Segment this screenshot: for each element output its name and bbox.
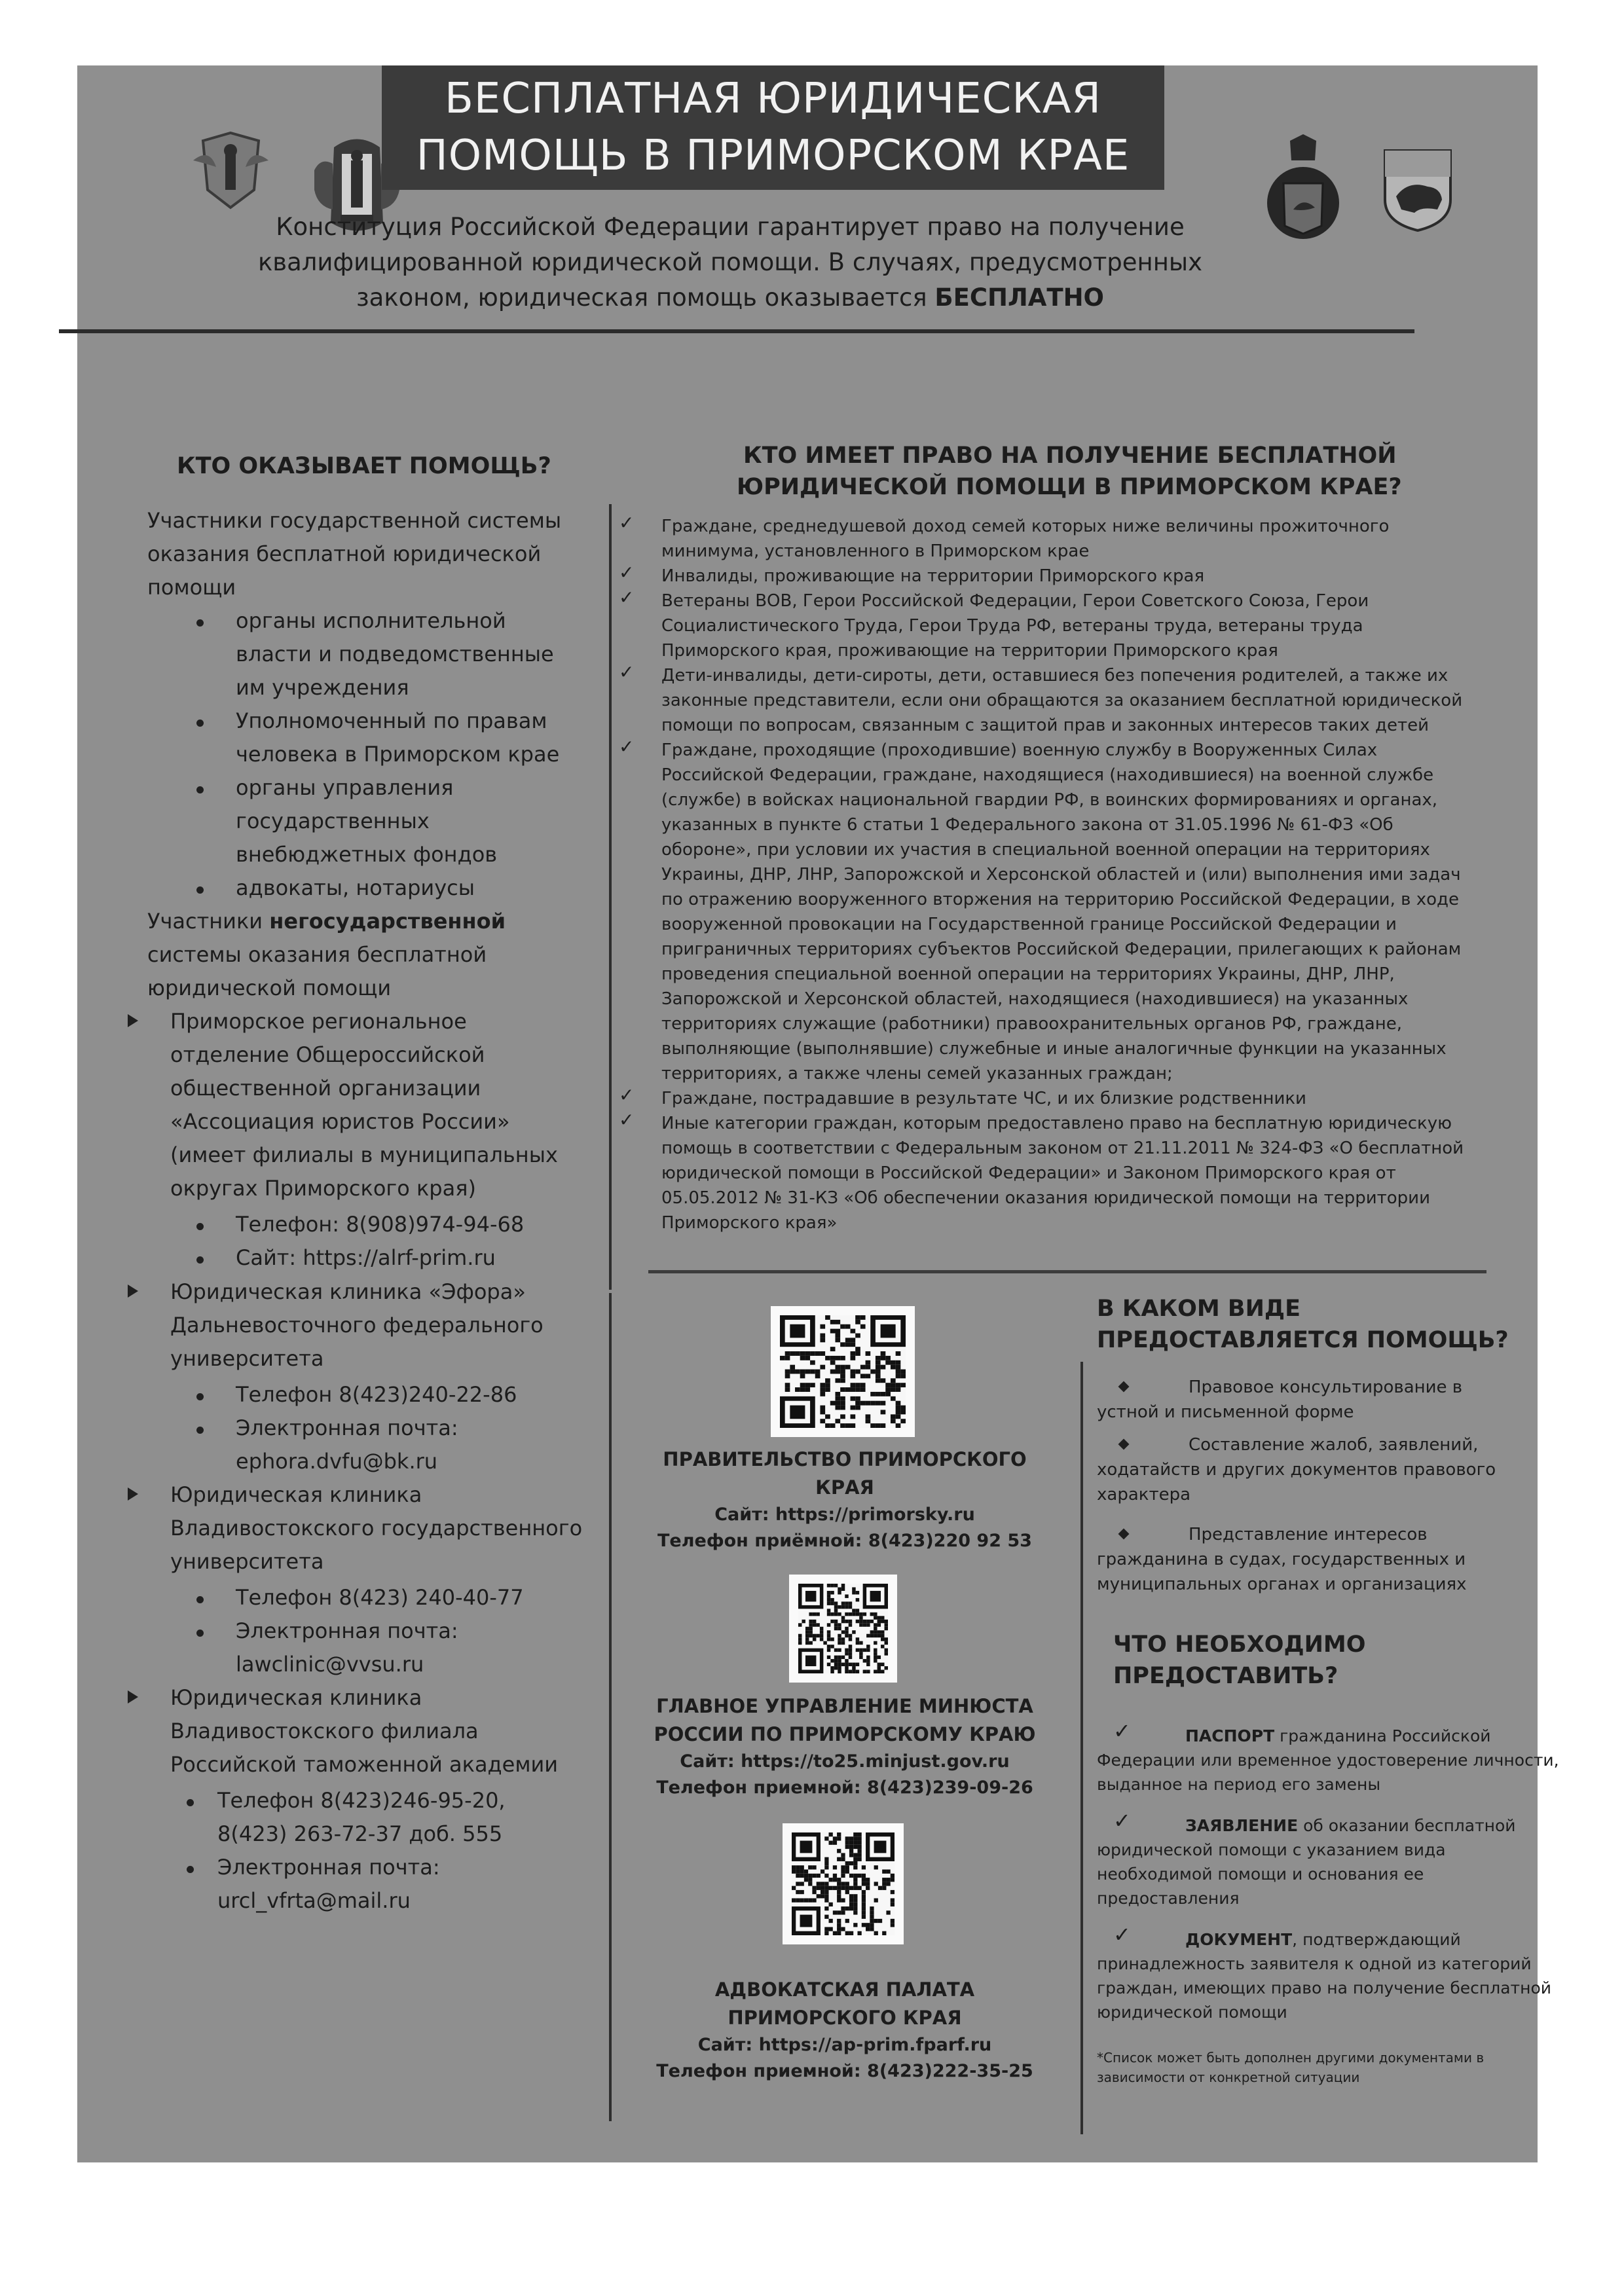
state-item-1-line-1: органы исполнительной	[236, 608, 506, 633]
eligibility-item-line: проведения специальной военной операции на территориях Украины, ДНР, ЛНР,	[661, 964, 1395, 984]
page-title-line-2: ПОМОЩЬ В ПРИМОРСКОМ КРАЕ	[416, 132, 1130, 180]
eligibility-item-line: Дети-инвалиды, дети-сироты, дети, оставшиеся без попечения родителей, а также их	[661, 666, 1449, 685]
help-forms-heading-line-1: В КАКОМ ВИДЕ	[1097, 1296, 1301, 1322]
state-item-3-line-1: органы управления	[236, 775, 454, 800]
doc-1-line-3: выданное на период его замены	[1097, 1775, 1381, 1794]
qr-2-site: Сайт: https://to25.minjust.gov.ru	[680, 1751, 1010, 1772]
org-4-phone-line-2: 8(423) 263-72-37 доб. 555	[217, 1821, 503, 1846]
qr-2-title-line-2: РОССИИ ПО ПРИМОРСКОМУ КРАЮ	[654, 1723, 1036, 1745]
eligibility-item-line: Социалистического Труда, Герои Труда РФ, ветераны труда, ветераны труда	[661, 616, 1363, 636]
eligibility-item-line: Ветераны ВОВ, Герои Российской Федерации, Герои Советского Союза, Герои	[661, 591, 1369, 611]
org-1-line-1: Приморское региональное	[170, 1009, 467, 1034]
doc-2-line-2: юридической помощи с указанием вида	[1097, 1840, 1446, 1859]
bullet-icon	[187, 1799, 194, 1806]
documents-heading-line-1: ЧТО НЕОБХОДИМО	[1113, 1631, 1366, 1658]
eligibility-item-line: Граждане, проходящие (проходившие) военную службу в Вооруженных Силах	[661, 740, 1378, 760]
org-1-site: Сайт: https://alrf-prim.ru	[236, 1245, 496, 1270]
help-form-2-line-1: Составление жалоб, заявлений,	[1189, 1435, 1479, 1455]
help-form-3-line-3: муниципальных органах и организациях	[1097, 1575, 1467, 1594]
checkmark-icon: ✓	[619, 562, 635, 583]
state-item-3-line-3: внебюджетных фондов	[236, 842, 498, 867]
qr-1-phone: Телефон приёмной: 8(423)220 92 53	[657, 1531, 1032, 1551]
eligibility-item-line: приграничных территориях субъектов Российской Федерации, прилегающих к районам	[661, 939, 1462, 959]
tiger-emblem-icon	[1382, 147, 1454, 232]
column-divider-right	[1080, 1362, 1083, 2134]
qr-1-title-line-1: ПРАВИТЕЛЬСТВО ПРИМОРСКОГО	[663, 1448, 1027, 1470]
state-system-intro-line-1: Участники государственной системы	[147, 508, 562, 533]
doc-3-line-4: юридической помощи	[1097, 2003, 1287, 2022]
doc-2-line-1	[1185, 1813, 1516, 1838]
qr-2-title-line-1: ГЛАВНОЕ УПРАВЛЕНИЕ МИНЮСТА	[656, 1695, 1033, 1717]
page-title-line-1: БЕСПЛАТНАЯ ЮРИДИЧЕСКАЯ	[445, 75, 1101, 123]
qr-2-phone: Телефон приемной: 8(423)239-09-26	[656, 1777, 1033, 1798]
documents-footnote-line-2: зависимости от конкретной ситуации	[1097, 2069, 1360, 2085]
doc-3-line-2: принадлежность заявителя к одной из категорий	[1097, 1954, 1532, 1973]
qr-code-advocates	[783, 1823, 904, 1944]
checkmark-icon: ✓	[1113, 1808, 1131, 1833]
eligibility-item-line: Приморского края, проживающие на территории Приморского края	[661, 641, 1278, 661]
eligibility-item-line: 05.05.2012 № 31-КЗ «Об обеспечении оказания юридической помощи на территории	[661, 1188, 1430, 1208]
doc-2-line-4: предоставления	[1097, 1889, 1240, 1908]
intro-text	[242, 210, 1218, 316]
bullet-icon	[196, 1596, 204, 1603]
nonstate-intro-line-2: системы оказания бесплатной	[147, 942, 487, 967]
bullet-icon	[196, 619, 204, 627]
bullet-icon	[196, 786, 204, 793]
org-2-email: ephora.dvfu@bk.ru	[236, 1449, 438, 1474]
org-1-line-6: округах Приморского края)	[170, 1176, 476, 1201]
arrow-bullet-icon	[128, 1014, 138, 1027]
nonstate-intro-line-3: юридической помощи	[147, 975, 392, 1000]
checkmark-icon: ✓	[619, 661, 635, 683]
org-4-phone-line-1: Телефон 8(423)246-95-20,	[217, 1788, 506, 1813]
doc-3-line-3: граждан, имеющих право на получение бесплатной	[1097, 1978, 1552, 1997]
eligibility-item-line: законные представители, если они обращаются за оказанием бесплатной юридической	[661, 691, 1463, 710]
org-3-line-1: Юридическая клиника	[170, 1482, 422, 1507]
doc-3-line-1	[1185, 1927, 1461, 1952]
qr-code-icon	[798, 1584, 888, 1673]
help-form-3-line-1: Представление интересов	[1189, 1525, 1428, 1544]
eligibility-heading-line-2: ЮРИДИЧЕСКОЙ ПОМОЩИ В ПРИМОРСКОМ КРАЕ?	[737, 474, 1402, 500]
eligibility-item-line: Российской Федерации, граждане, находящиеся (находившиеся) на военной службе	[661, 765, 1434, 785]
org-4-email-label: Электронная почта:	[217, 1855, 440, 1880]
qr-3-title-line-2: ПРИМОРСКОГО КРАЯ	[728, 2007, 962, 2029]
qr-3-phone: Телефон приемной: 8(423)222-35-25	[656, 2061, 1033, 2081]
justice-ministry-emblem-icon	[190, 128, 272, 213]
eligibility-item-line: помощь в соответствии с Федеральным законом от 21.11.2011 № 324-ФЗ «О бесплатной	[661, 1139, 1464, 1158]
checkmark-icon: ✓	[619, 1109, 635, 1131]
eligibility-item-line: территориях, а также члены семей указанных граждан;	[661, 1064, 1173, 1084]
arrow-bullet-icon	[128, 1690, 138, 1704]
eligibility-item-line: Граждане, пострадавшие в результате ЧС, и их близкие родственники	[661, 1089, 1306, 1108]
primorsky-coat-of-arms-icon	[1264, 134, 1342, 242]
org-4-line-3: Российской таможенной академии	[170, 1752, 559, 1777]
checkmark-icon: ✓	[619, 736, 635, 757]
qr-1-title-line-2: КРАЯ	[815, 1476, 874, 1499]
state-item-3-line-2: государственных	[236, 809, 430, 833]
bullet-icon	[196, 886, 204, 894]
eligibility-item-line: помощи по вопросам, связанным с защитой прав и законных интересов таких детей	[661, 716, 1430, 735]
checkmark-icon: ✓	[1113, 1922, 1131, 1947]
state-item-4-line-1: адвокаты, нотариусы	[236, 875, 475, 900]
doc-1-line-1	[1185, 1724, 1491, 1748]
state-system-intro-line-3: помощи	[147, 575, 236, 600]
org-4-line-2: Владивостокского филиала	[170, 1719, 479, 1743]
org-3-line-2: Владивостокского государственного	[170, 1516, 583, 1540]
qr-code-icon	[780, 1315, 906, 1428]
intro-free-label: БЕСПЛАТНО	[934, 283, 1105, 312]
nonstate-prefix: Участники	[147, 909, 270, 934]
eligibility-item-line: выполняющие (выполнявшие) служебные и иные аналогичные функции на указанных	[661, 1039, 1447, 1059]
eligibility-item-line: территориях служащие (работники) правоохранительных органов РФ, граждане,	[661, 1014, 1402, 1034]
checkmark-icon: ✓	[619, 512, 635, 534]
column-divider-main	[609, 504, 612, 1290]
org-3-email: lawclinic@vvsu.ru	[236, 1652, 424, 1677]
state-item-2-line-1: Уполномоченный по правам	[236, 708, 547, 733]
qr-code-government	[771, 1306, 915, 1437]
org-3-email-label: Электронная почта:	[236, 1618, 458, 1643]
org-1-phone: Телефон: 8(908)974-94-68	[236, 1212, 525, 1237]
bullet-icon	[196, 1256, 204, 1264]
doc-2-line-3: необходимой помощи и основания ее	[1097, 1865, 1424, 1884]
eligibility-item-line: Запорожской и Херсонской областей, находящиеся (находившиеся) на указанных	[661, 989, 1409, 1009]
org-1-line-2: отделение Общероссийской	[170, 1042, 485, 1067]
intro-line-3-text: законом, юридическая помощь оказывается	[356, 283, 935, 312]
doc-2-bold: ЗАЯВЛЕНИЕ	[1185, 1816, 1299, 1835]
eligibility-item-line: юридической помощи в Российской Федерации» и Законом Приморского края от	[661, 1163, 1396, 1183]
doc-2-first: об оказании бесплатной	[1298, 1816, 1516, 1835]
right-section-divider	[648, 1270, 1486, 1273]
org-2-phone: Телефон 8(423)240-22-86	[236, 1382, 517, 1407]
nonstate-intro-line-1	[147, 905, 506, 938]
eligibility-item-line: Граждане, среднедушевой доход семей которых ниже величины прожиточного	[661, 517, 1390, 536]
column-divider-lower	[609, 1293, 612, 2121]
bullet-icon	[187, 1866, 194, 1873]
arrow-bullet-icon	[128, 1487, 138, 1501]
org-2-line-3: университета	[170, 1346, 324, 1371]
qr-3-site: Сайт: https://ap-prim.fparf.ru	[697, 2035, 992, 2055]
help-form-1-line-1: Правовое консультирование в	[1189, 1377, 1463, 1397]
bullet-icon	[196, 720, 204, 727]
org-2-email-label: Электронная почта:	[236, 1415, 458, 1440]
eligibility-item-line: вооруженной провокации на Государственной границе Российской Федерации и	[661, 915, 1397, 934]
help-form-2-line-3: характера	[1097, 1485, 1191, 1504]
eligibility-item-line: Инвалиды, проживающие на территории Приморского края	[661, 566, 1205, 586]
qr-code-minjust	[789, 1575, 897, 1683]
doc-1-first: гражданина Российской	[1274, 1726, 1491, 1745]
eligibility-item-line: Украины, ДНР, ЛНР, Запорожской и Херсонской областей и (или) выполнения ими задач	[661, 865, 1461, 884]
main-divider	[59, 329, 1414, 333]
bullet-icon	[196, 1427, 204, 1434]
org-2-line-2: Дальневосточного федерального	[170, 1313, 544, 1338]
eligibility-item-line: по отражению вооруженного вторжения на территорию Российской Федерации, в ходе	[661, 890, 1459, 909]
qr-code-icon	[792, 1832, 895, 1935]
doc-1-bold: ПАСПОРТ	[1185, 1726, 1275, 1745]
checkmark-icon: ✓	[619, 587, 635, 608]
doc-3-bold: ДОКУМЕНТ	[1185, 1930, 1293, 1949]
documents-heading-line-2: ПРЕДОСТАВИТЬ?	[1113, 1663, 1338, 1689]
qr-3-title-line-1: АДВОКАТСКАЯ ПАЛАТА	[714, 1978, 975, 2001]
state-item-1-line-2: власти и подведомственные	[236, 642, 554, 666]
eligibility-item-line: (службе) в войсках национальной гвардии РФ, в воинских формированиях и органах,	[661, 790, 1438, 810]
bullet-icon	[196, 1393, 204, 1400]
documents-footnote-line-1: *Список может быть дополнен другими документами в	[1097, 2050, 1485, 2066]
bullet-icon	[196, 1630, 204, 1637]
doc-3-first: , подтверждающий	[1292, 1930, 1461, 1949]
eligibility-item-line: минимума, установленного в Приморском крае	[661, 541, 1090, 561]
arrow-bullet-icon	[128, 1285, 138, 1298]
help-form-3-line-2: гражданина в судах, государственных и	[1097, 1550, 1466, 1569]
qr-1-site: Сайт: https://primorsky.ru	[714, 1504, 975, 1525]
org-4-email: urcl_vfrta@mail.ru	[217, 1888, 411, 1913]
org-3-line-3: университета	[170, 1549, 324, 1574]
org-1-line-5: (имеет филиалы в муниципальных	[170, 1142, 558, 1167]
nonstate-bold: негосударственной	[269, 909, 506, 934]
org-1-line-4: «Ассоциация юристов России»	[170, 1109, 510, 1134]
help-form-2-line-2: ходатайств и других документов правового	[1097, 1460, 1496, 1480]
help-forms-heading-line-2: ПРЕДОСТАВЛЯЕТСЯ ПОМОЩЬ?	[1097, 1327, 1509, 1353]
intro-line-1: Конституция Российской Федерации гарантирует право на получение	[276, 213, 1185, 241]
eligibility-item-line: Иные категории граждан, которым предоставлено право на бесплатную юридическую	[661, 1114, 1452, 1133]
state-item-1-line-3: им учреждения	[236, 675, 409, 700]
checkmark-icon: ✓	[619, 1084, 635, 1106]
org-2-line-1: Юридическая клиника «Эфора»	[170, 1279, 526, 1304]
page-title	[382, 65, 1164, 190]
doc-1-line-2: Федерации или временное удостоверение личности,	[1097, 1751, 1559, 1770]
checkmark-icon: ✓	[1113, 1719, 1131, 1743]
bullet-icon	[196, 1223, 204, 1230]
org-1-line-3: общественной организации	[170, 1076, 481, 1101]
providers-heading: КТО ОКАЗЫВАЕТ ПОМОЩЬ?	[177, 453, 551, 479]
eligibility-item-line: Приморского края»	[661, 1213, 838, 1233]
eligibility-item-line: обороне», при условии их участия в специальной военной операции на территориях	[661, 840, 1430, 860]
org-3-phone: Телефон 8(423) 240-40-77	[236, 1585, 524, 1610]
intro-line-2: квалифицированной юридической помощи. В случаях, предусмотренных	[257, 248, 1203, 276]
intro-line-3	[242, 280, 1218, 316]
state-item-2-line-2: человека в Приморском крае	[236, 742, 560, 767]
eligibility-item-line: указанных в пункте 6 статьи 1 Федерального закона от 31.05.1996 № 61-ФЗ «Об	[661, 815, 1393, 835]
eligibility-heading-line-1: КТО ИМЕЕТ ПРАВО НА ПОЛУЧЕНИЕ БЕСПЛАТНОЙ	[743, 443, 1397, 469]
org-4-line-1: Юридическая клиника	[170, 1685, 422, 1710]
state-system-intro-line-2: оказания бесплатной юридической	[147, 541, 542, 566]
help-form-1-line-2: устной и письменной форме	[1097, 1402, 1354, 1422]
